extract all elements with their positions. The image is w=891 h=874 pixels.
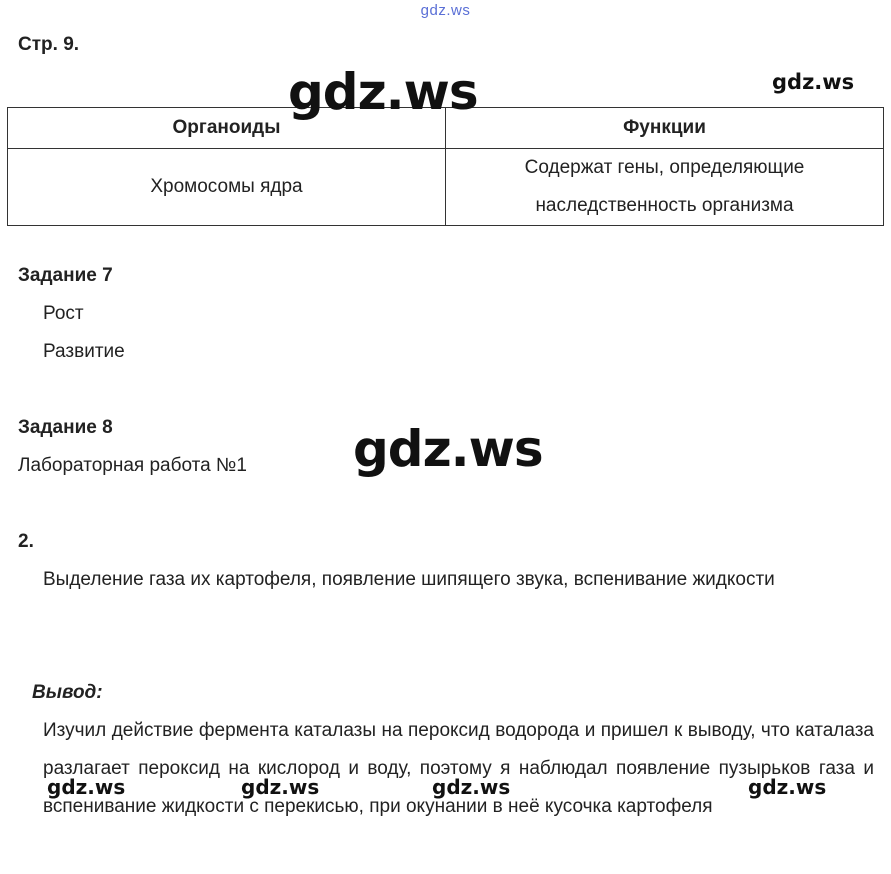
watermark-top: gdz.ws bbox=[420, 2, 471, 19]
task8-item-number: 2. bbox=[18, 531, 34, 552]
watermark-bottom-3: gdz.ws bbox=[432, 775, 511, 799]
watermark-bottom-2: gdz.ws bbox=[241, 775, 320, 799]
table-cell-organoid: Хромосомы ядра bbox=[8, 149, 446, 226]
table-header-functions: Функции bbox=[446, 108, 884, 149]
watermark-bottom-4: gdz.ws bbox=[748, 775, 827, 799]
table-cell-function bbox=[446, 149, 884, 226]
page-title: Стр. 9. bbox=[18, 34, 80, 55]
function-line-2: наследственность организма bbox=[535, 195, 794, 216]
watermark-big-top: gdz.ws bbox=[288, 63, 478, 121]
conclusion-text: Изучил действие фермента каталазы на пероксид водорода и пришел к выводу, что каталаза разлагает пероксид на кислород и воду, поэтому я наблюдал появление пузырьков газа и вспенивание жидкости с перекисью, при окунании в неё кусочка картофеля bbox=[43, 720, 874, 817]
table-row bbox=[8, 149, 884, 226]
task7-heading: Задание 7 bbox=[18, 265, 113, 286]
watermark-big-middle: gdz.ws bbox=[353, 420, 543, 478]
task7-item-growth: Рост bbox=[43, 303, 84, 324]
task8-heading: Задание 8 bbox=[18, 417, 113, 438]
task8-observation: Выделение газа их картофеля, появление шипящего звука, вспенивание жидкости bbox=[43, 569, 775, 590]
function-line-1: Содержат гены, определяющие bbox=[524, 157, 805, 178]
watermark-right-top: gdz.ws bbox=[772, 70, 855, 94]
organoids-table bbox=[7, 107, 884, 226]
watermark-bottom-1: gdz.ws bbox=[47, 775, 126, 799]
table-header-organoids: Органоиды bbox=[8, 108, 446, 149]
task8-subtitle: Лабораторная работа №1 bbox=[18, 455, 247, 476]
task7-item-development: Развитие bbox=[43, 341, 125, 362]
conclusion-heading: Вывод: bbox=[32, 682, 103, 703]
